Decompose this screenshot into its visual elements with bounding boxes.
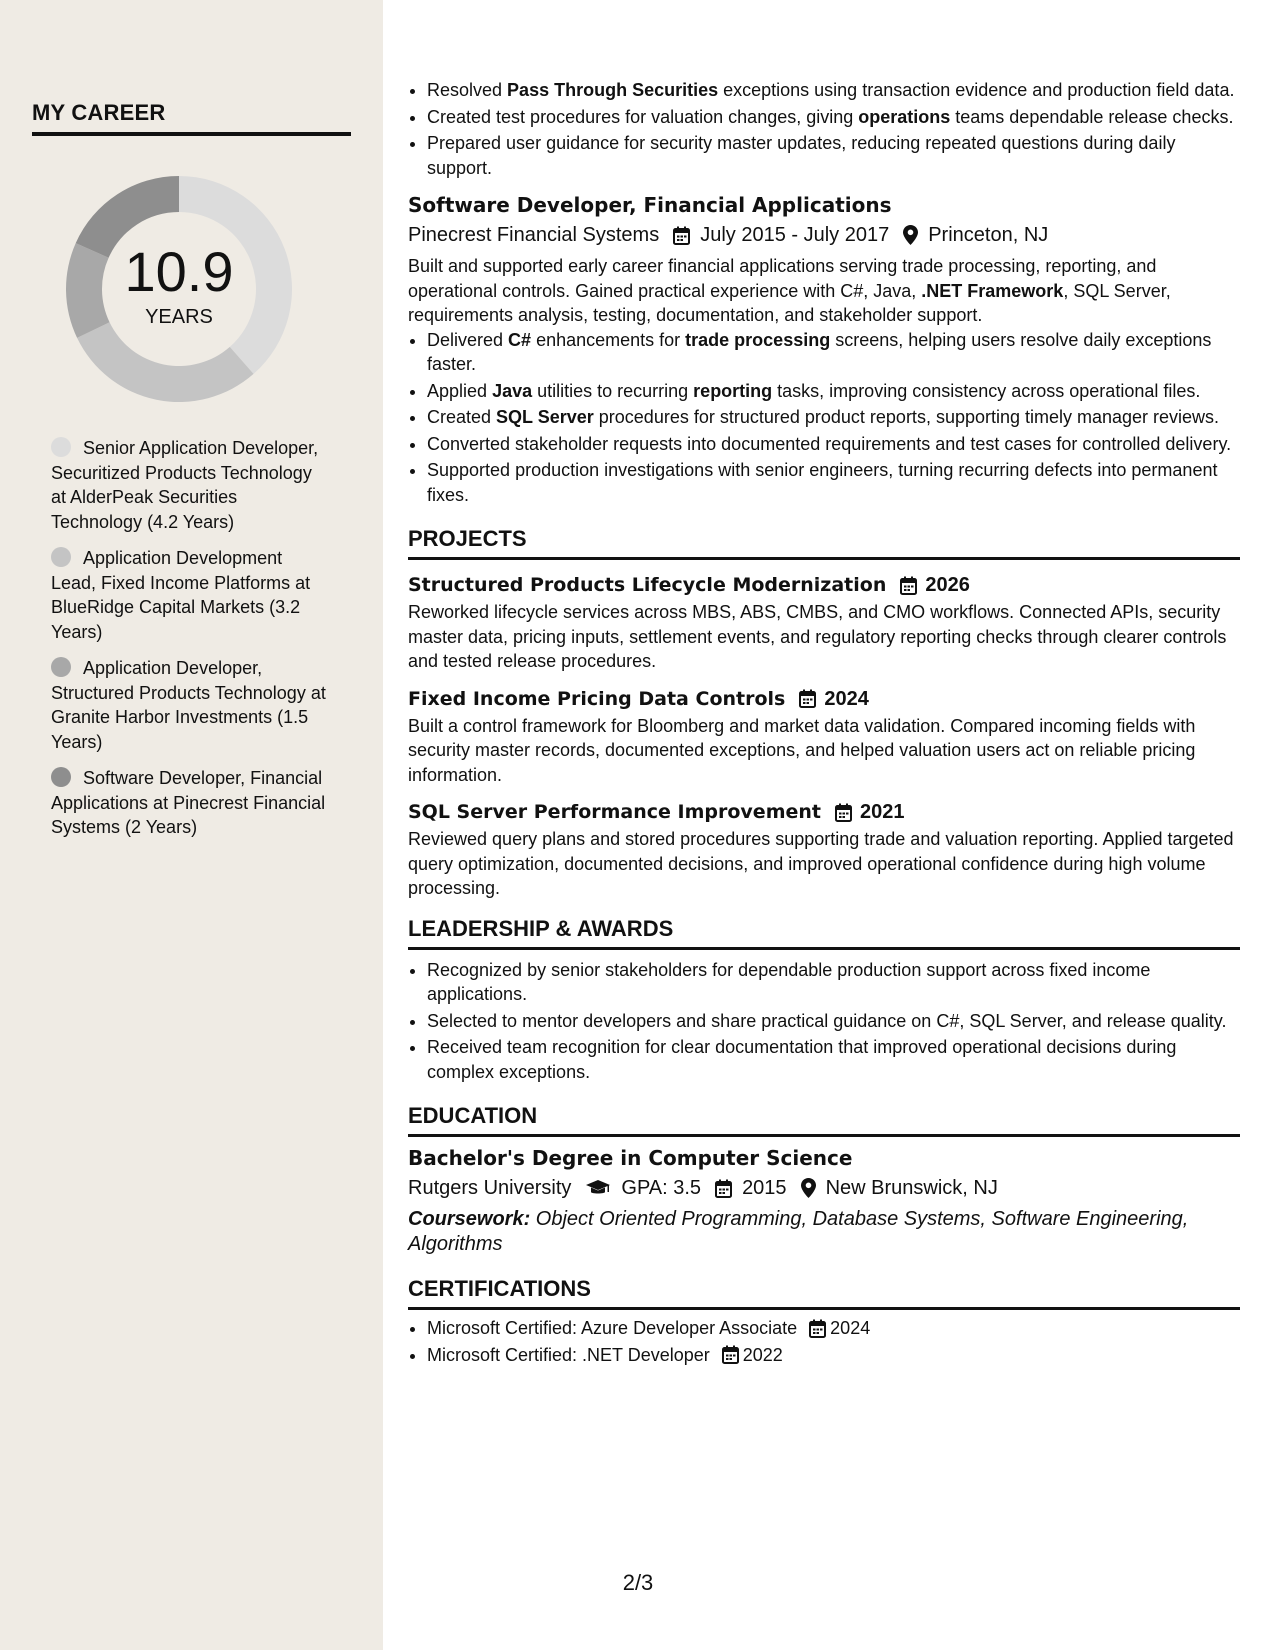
certification-year: 2024 [830,1318,871,1338]
legend-item [51,436,331,534]
legend-label: Application Development Lead, Fixed Income Platforms at BlueRidge Capital Markets (3.2 Years) [51,548,311,642]
text-run: Created test procedures for valuation changes, giving [427,106,859,127]
total-years-value: 10.9 [124,239,234,303]
text-run: Created [427,407,497,427]
bold-text: reporting [693,380,773,401]
text-run: exceptions using transaction evidence and production field data. [718,80,1235,100]
project-title-row [408,570,1240,600]
text-run: Prepared user guidance for security master updates, reducing repeated questions during daily support. [427,133,1176,178]
graduation-year: 2015 [742,1177,787,1199]
project-title: Fixed Income Pricing Data Controls [408,687,786,710]
main-content [408,78,1240,1369]
bold-text: .NET Framework [921,280,1064,301]
legend-dot [51,437,71,457]
calendar-icon [809,1319,826,1338]
projects-list [408,570,1240,901]
legend-dot [51,767,71,787]
text-run: Resolved [427,80,508,100]
legend-dot [51,657,71,677]
project-item [408,797,1240,901]
calendar-icon [799,689,816,708]
project-title-row [408,797,1240,827]
degree-title: Bachelor's Degree in Computer Science [408,1146,853,1170]
project-title: SQL Server Performance Improvement [408,801,821,823]
text-run: utilities to recurring [532,380,694,401]
text-run: Delivered [427,329,509,350]
certifications-list [408,1316,1240,1367]
project-description: Built a control framework for Bloomberg and market data validation. Compared incoming fields with security master records, documented exceptions, and helped valuation users act on reliable pricing information. [408,715,1196,785]
project-title: Structured Products Lifecycle Modernization [408,574,887,596]
certification-item [427,1316,1240,1341]
calendar-icon [673,226,690,245]
job-meta [408,220,1240,250]
legend-label: Software Developer, Financial Applications at Pinecrest Financial Systems (2 Years) [51,768,326,837]
job-dates: July 2015 - July 2017 [700,224,890,246]
text-run: tasks, improving consistency across operational files. [772,380,1201,401]
legend-label: Senior Application Developer, Securitized Products Technology at AlderPeak Securities Technology (4.2 Years) [51,438,319,532]
coursework-label: Coursework: [408,1208,531,1230]
sidebar [0,0,383,1650]
education-meta [408,1173,1240,1203]
gpa: GPA: 3.5 [621,1177,702,1199]
job-location: Princeton, NJ [928,224,1049,246]
leadership-item: • Recognized by senior stakeholders for dependable production support across fixed income applications. [427,958,1240,1007]
legend-item [51,546,331,644]
bold-text: trade processing [685,329,831,350]
text-run: Supported production investigations with senior engineers, turning recurring defects into permanent fixes. [427,460,1218,505]
calendar-icon [835,803,852,822]
certification-year: 2022 [742,1344,783,1365]
project-description: Reviewed query plans and stored procedures supporting trade and valuation reporting. Applied targeted query optimization, documented decisions, and improved operational confidence during high volume processing. [408,829,1234,898]
total-years-unit: YEARS [145,305,213,328]
location-pin-icon [903,225,918,245]
job-company: Pinecrest Financial Systems [408,224,660,246]
bullet-item [427,379,1240,404]
certification-row [427,1343,1240,1368]
school-location: New Brunswick, NJ [825,1177,998,1199]
calendar-icon [715,1179,732,1198]
job-title: Software Developer, Financial Applications [408,193,892,217]
project-year: 2026 [925,574,970,596]
job-summary [408,254,1240,328]
bullet-item [427,432,1240,457]
donut-center [66,176,292,402]
legend-item [51,656,331,754]
legend-dot [51,547,71,567]
certification-name: • Microsoft Certified: Azure Developer Associate [427,1318,798,1338]
certifications-heading: CERTIFICATIONS [408,1275,1240,1310]
bullet-item [427,105,1240,130]
legend-item [51,766,331,840]
text-run: procedures for structured product reports, supporting timely manager reviews. [593,407,1220,427]
projects-heading: PROJECTS [408,525,1240,560]
text-run: teams dependable release checks. [950,106,1234,127]
legend-label: Application Developer, Structured Products Technology at Granite Harbor Investments (1.5 Years) [51,658,326,752]
leadership-list [408,958,1240,1085]
career-legend [51,436,331,852]
project-year: 2024 [824,687,869,710]
leadership-item: • Received team recognition for clear documentation that improved operational decisions during complex exceptions. [427,1035,1240,1084]
previous-job-bullets [408,78,1240,180]
project-description: Reworked lifecycle services across MBS, ABS, CMBS, and CMO workflows. Connected APIs, security master data, pricing inputs, settlement events, and regulatory reporting checks through clearer controls and tested release procedures. [408,602,1227,671]
certification-row [427,1316,1240,1341]
text-run: , SQL Server, requirements analysis, testing, documentation, and stakeholder support. [408,280,1171,325]
text-run: Built and supported early career financial applications serving trade processing, reporting, and operational controls. Gained practical experience with C#, Java, [408,256,1157,301]
bullet-item [427,405,1240,430]
project-item [408,684,1240,788]
leadership-heading: LEADERSHIP & AWARDS [408,915,1240,950]
coursework-list: Object Oriented Programming, Database Systems, Software Engineering, Algorithms [408,1208,1189,1255]
project-item [408,570,1240,674]
bold-text: Pass Through Securities [507,80,719,100]
text-run: Converted stakeholder requests into documented requirements and test cases for controlled delivery. [427,433,1232,454]
text-run: screens, helping users resolve daily exceptions faster. [427,329,1212,374]
bullet-item [427,458,1240,507]
certification-item [427,1343,1240,1368]
education-heading: EDUCATION [408,1102,1240,1137]
bold-text: operations [858,106,951,127]
location-pin-icon [801,1178,816,1198]
bullet-item [427,78,1240,103]
leadership-item: • Selected to mentor developers and share practical guidance on C#, SQL Server, and release quality. [427,1009,1240,1034]
bullet-item [427,131,1240,180]
text-run: Applied [427,380,493,401]
page-number: 2/3 [622,1570,654,1595]
graduation-cap-icon [585,1179,611,1197]
bold-text: SQL Server [496,407,594,427]
bold-text: Java [492,380,533,401]
career-title: MY CAREER [32,100,351,136]
coursework [408,1207,1240,1257]
job-bullets [408,328,1240,508]
school-name: Rutgers University [408,1177,572,1199]
project-title-row [408,684,1240,714]
text-run: enhancements for [531,329,686,350]
project-year: 2021 [860,801,905,823]
certification-name: • Microsoft Certified: .NET Developer [427,1344,710,1365]
calendar-icon [722,1345,739,1364]
bold-text: C# [508,329,532,350]
bullet-item [427,328,1240,377]
calendar-icon [900,576,917,595]
